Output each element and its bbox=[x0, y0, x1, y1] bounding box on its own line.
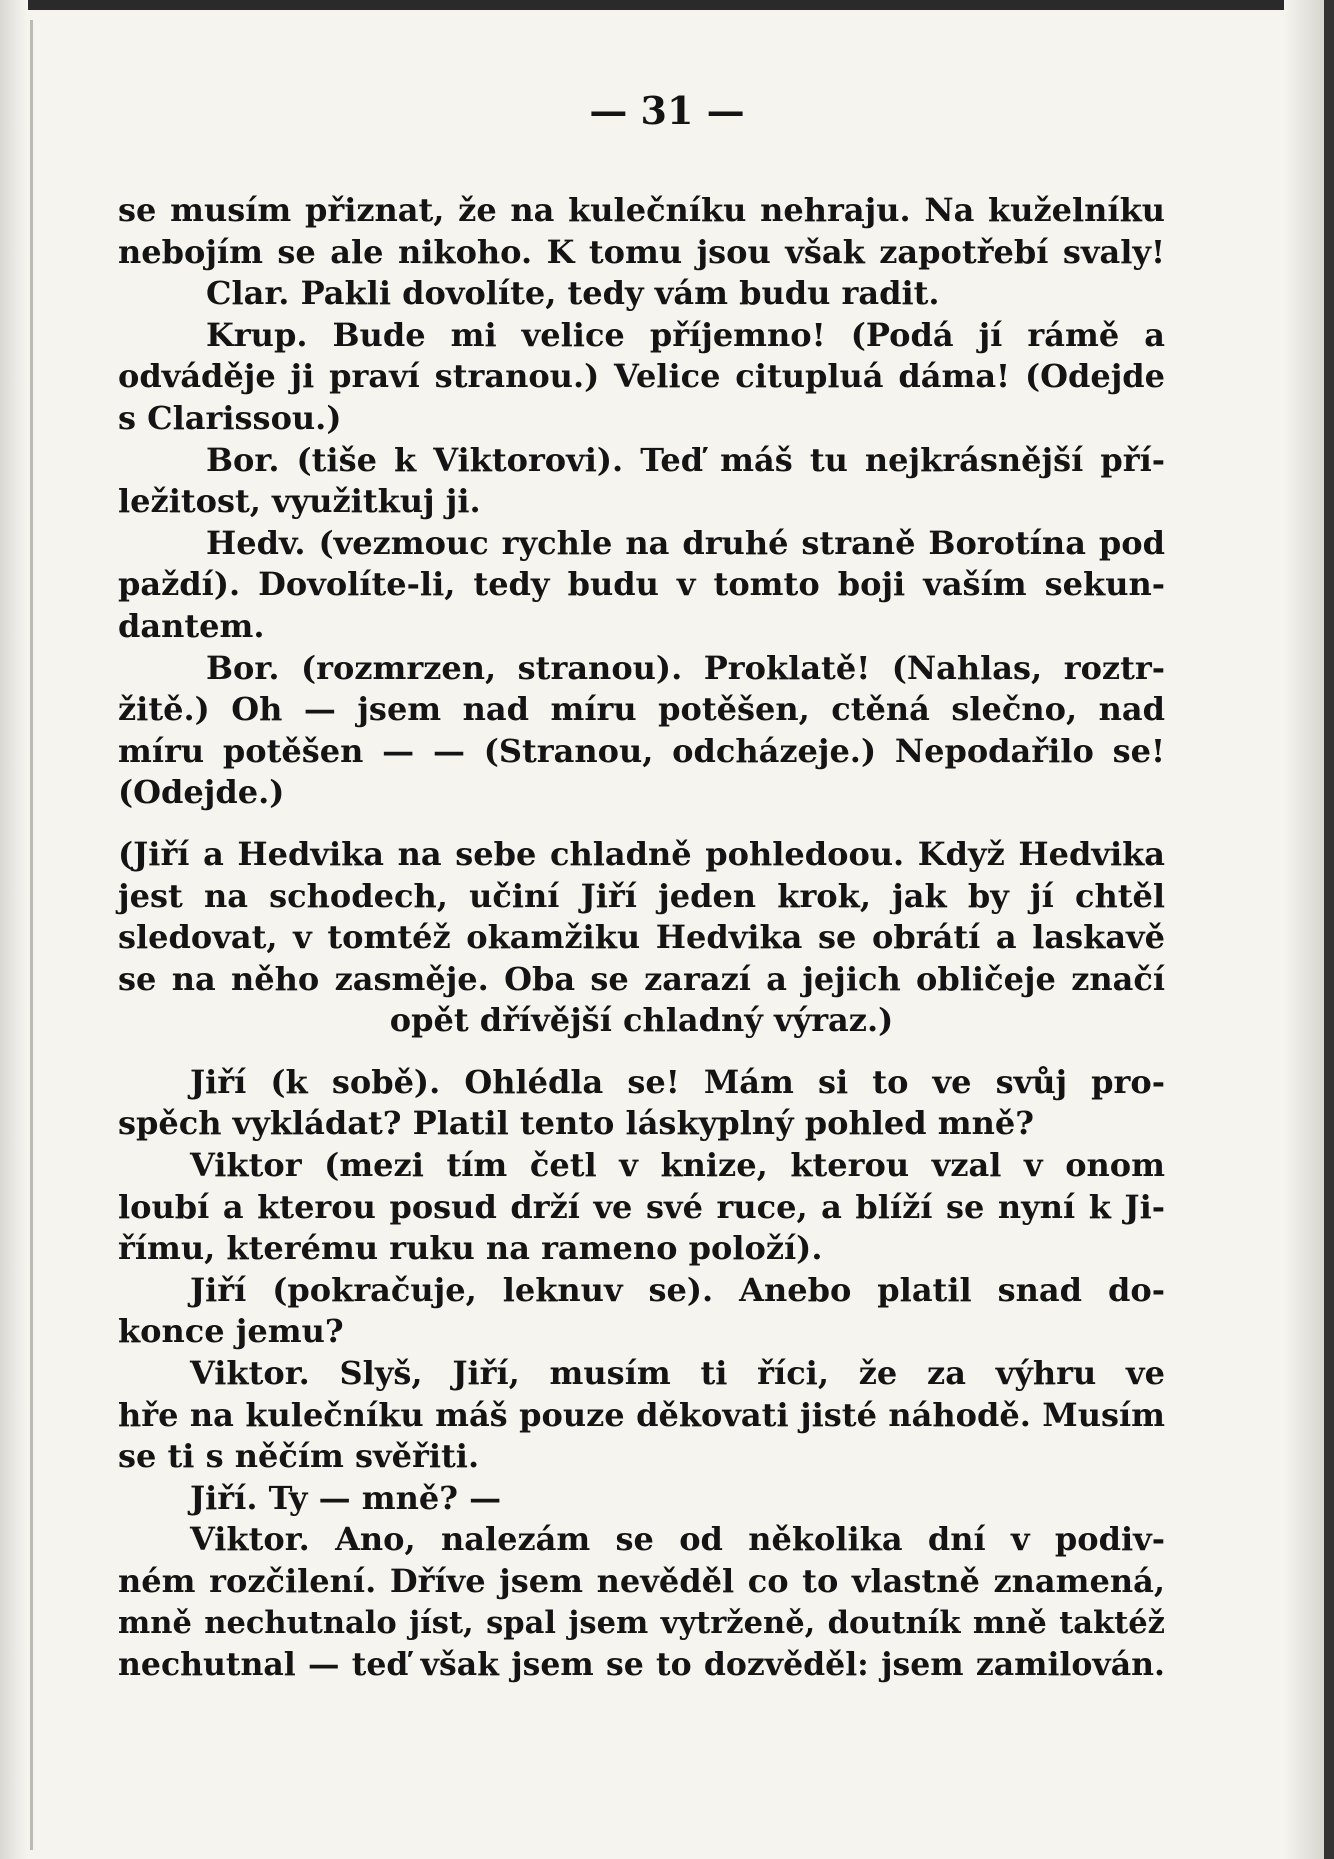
stage-direction-line: opět dřívější chladný výraz.) bbox=[389, 1001, 894, 1040]
text-line: Jiří (k sobě). Ohlédla se! Mám si to ve svůj pro- bbox=[190, 1062, 1165, 1101]
text-line: míru potěšen — — (Stranou, odcházeje.) Nepodařilo se! bbox=[118, 731, 1165, 770]
text-line: Viktor. Ano, nalezám se od několika dní v podiv- bbox=[190, 1520, 1165, 1559]
text-line: Viktor. Slyš, Jiří, musím ti říci, že za výhru ve bbox=[190, 1354, 1165, 1393]
scan-border-top bbox=[0, 0, 1334, 10]
text-line: nechutnal — teď však jsem se to dozvěděl: jsem zamilován. bbox=[118, 1646, 1165, 1684]
stage-direction-line: jest na schodech, učiní Jiří jeden krok, jak by jí chtěl bbox=[118, 876, 1165, 915]
stage-direction-line: sledovat, v tomtéž okamžiku Hedvika se obrátí a laskavě bbox=[118, 918, 1165, 957]
text-line: se ti s něčím svěřiti. bbox=[118, 1437, 480, 1476]
text-line: Hedv. (vezmouc rychle na druhé straně Borotína pod bbox=[206, 523, 1165, 562]
text-line: Krup. Bude mi velice příjemno! (Podá jí rámě a bbox=[206, 315, 1165, 354]
text-line: (Odejde.) bbox=[118, 773, 285, 812]
scan-shade-right bbox=[1284, 0, 1324, 1859]
text-line: hře na kulečníku máš pouze děkovati jisté náhodě. Musím bbox=[118, 1395, 1165, 1434]
text-line: mně nechutnalo jíst, spal jsem vytrženě, doutník mně taktéž bbox=[118, 1604, 1165, 1641]
text-line: římu, kterému ruku na rameno položí). bbox=[118, 1229, 823, 1268]
body-text bbox=[118, 190, 1165, 1686]
text-line: Bor. (tiše k Viktorovi). Teď máš tu nejkrásnější pří- bbox=[206, 440, 1165, 479]
text-line: ležitost, využitkuj ji. bbox=[118, 482, 481, 521]
text-line: paždí). Dovolíte-li, tedy budu v tomto boji vaším sekun- bbox=[118, 565, 1165, 604]
text-line: Clar. Pakli dovolíte, tedy vám budu radit. bbox=[206, 274, 940, 313]
scan-gutter-line bbox=[30, 20, 33, 1850]
scan-border-right bbox=[1324, 0, 1334, 1859]
text-line: odváděje ji praví stranou.) Velice citupluá dáma! (Odejde bbox=[118, 357, 1165, 396]
stage-direction-line: se na něho zasměje. Oba se zarazí a jejich obličeje značí bbox=[118, 959, 1165, 998]
text-line: žitě.) Oh — jsem nad míru potěšen, ctěná slečno, nad bbox=[118, 690, 1165, 729]
text-line: dantem. bbox=[118, 606, 265, 645]
text-line: Jiří (pokračuje, leknuv se). Anebo platil snad do- bbox=[190, 1270, 1165, 1309]
text-line: s Clarissou.) bbox=[118, 398, 342, 437]
text-line: Viktor (mezi tím četl v knize, kterou vzal v onom bbox=[190, 1146, 1165, 1185]
text-line: loubí a kterou posud drží ve své ruce, a blíží se nyní k Ji- bbox=[118, 1187, 1165, 1226]
scan-gutter-left bbox=[0, 0, 28, 1859]
stage-direction-line: (Jiří a Hedvika na sebe chladně pohledoou. Když Hedvika bbox=[118, 834, 1165, 873]
text-line: ném rozčilení. Dříve jsem nevěděl co to vlastně znamená, bbox=[118, 1562, 1165, 1600]
text-line: Bor. (rozmrzen, stranou). Proklatě! (Nahlas, roztr- bbox=[206, 648, 1165, 687]
text-line: se musím přiznat, že na kulečníku nehraju. Na kuželníku bbox=[118, 191, 1165, 229]
text-line: konce jemu? bbox=[118, 1312, 344, 1351]
text-line: nebojím se ale nikoho. K tomu jsou však zapotřebí svaly! bbox=[118, 232, 1165, 271]
text-line: spěch vykládat? Platil tento láskyplný pohled mně? bbox=[118, 1104, 1034, 1143]
page-number: — 31 — bbox=[589, 88, 745, 133]
text-line: Jiří. Ty — mně? — bbox=[190, 1478, 502, 1517]
